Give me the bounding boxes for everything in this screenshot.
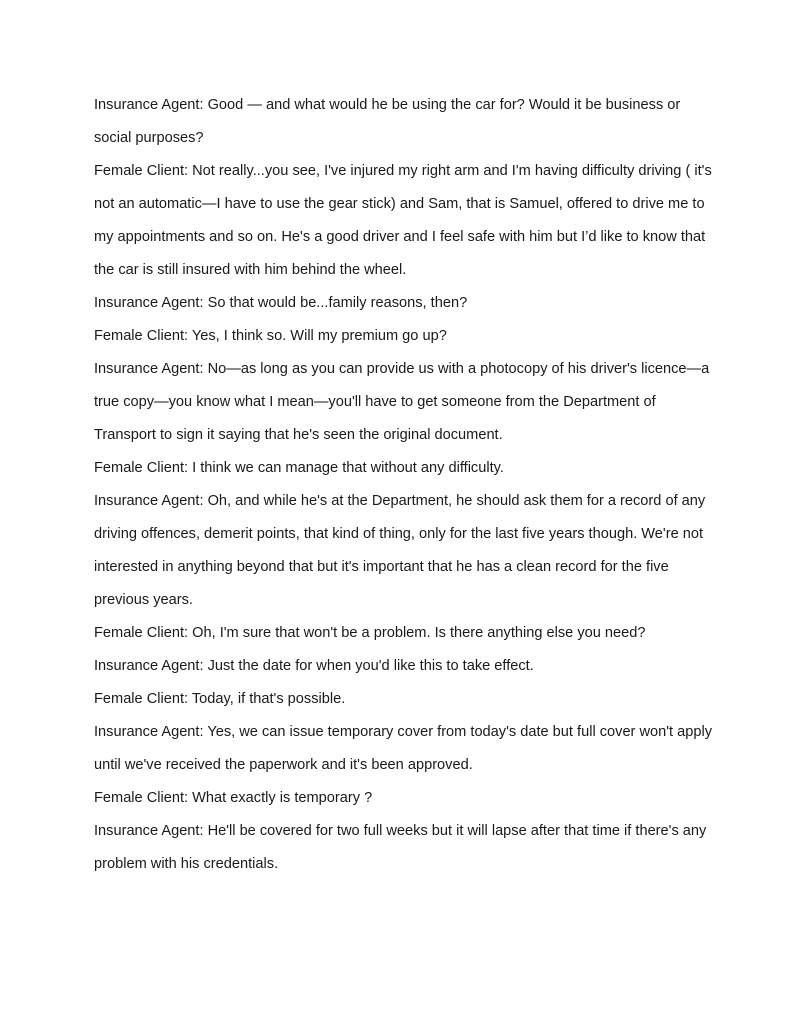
dialogue-line: Female Client: I think we can manage that without any difficulty.	[94, 460, 504, 476]
dialogue-line: Female Client: Yes, I think so. Will my premium go up?	[94, 328, 447, 344]
dialogue-line: Female Client: Not really...you see, I've injured my right arm and I'm having difficulty driving ( it's not an automatic—I have to use the gear stick) and Sam, that is Samuel, offered to drive me to my appointments and so on. He's a good driver and I feel safe with him but I’d like to know that the car is still insured with him behind the wheel.	[94, 163, 716, 278]
dialogue-line: Female Client: Oh, I'm sure that won't be a problem. Is there anything else you need?	[94, 625, 646, 641]
dialogue-line: Female Client: Today, if that's possible.	[94, 691, 346, 707]
dialogue-line: Insurance Agent: Good — and what would he be using the car for? Would it be business or social purposes?	[94, 97, 685, 146]
dialogue-transcript	[94, 89, 717, 881]
dialogue-line: Insurance Agent: Just the date for when you'd like this to take effect.	[94, 658, 534, 674]
dialogue-line: Insurance Agent: He'll be covered for two full weeks but it will lapse after that time if there's any problem with his credentials.	[94, 823, 711, 872]
dialogue-line: Insurance Agent: Oh, and while he's at the Department, he should ask them for a record of any driving offences, demerit points, that kind of thing, only for the last five years though. We're not interested in anything beyond that but it's important that he has a clean record for the five previous years.	[94, 493, 710, 608]
dialogue-line: Insurance Agent: So that would be...family reasons, then?	[94, 295, 468, 311]
dialogue-line: Insurance Agent: Yes, we can issue temporary cover from today's date but full cover won't apply until we've received the paperwork and it's been approved.	[94, 724, 717, 773]
dialogue-line: Insurance Agent: No—as long as you can provide us with a photocopy of his driver's licence—a true copy—you know what I mean—you'll have to get someone from the Department of Transport to sign it saying that he's seen the original document.	[94, 361, 714, 443]
dialogue-line: Female Client: What exactly is temporary ?	[94, 790, 373, 806]
